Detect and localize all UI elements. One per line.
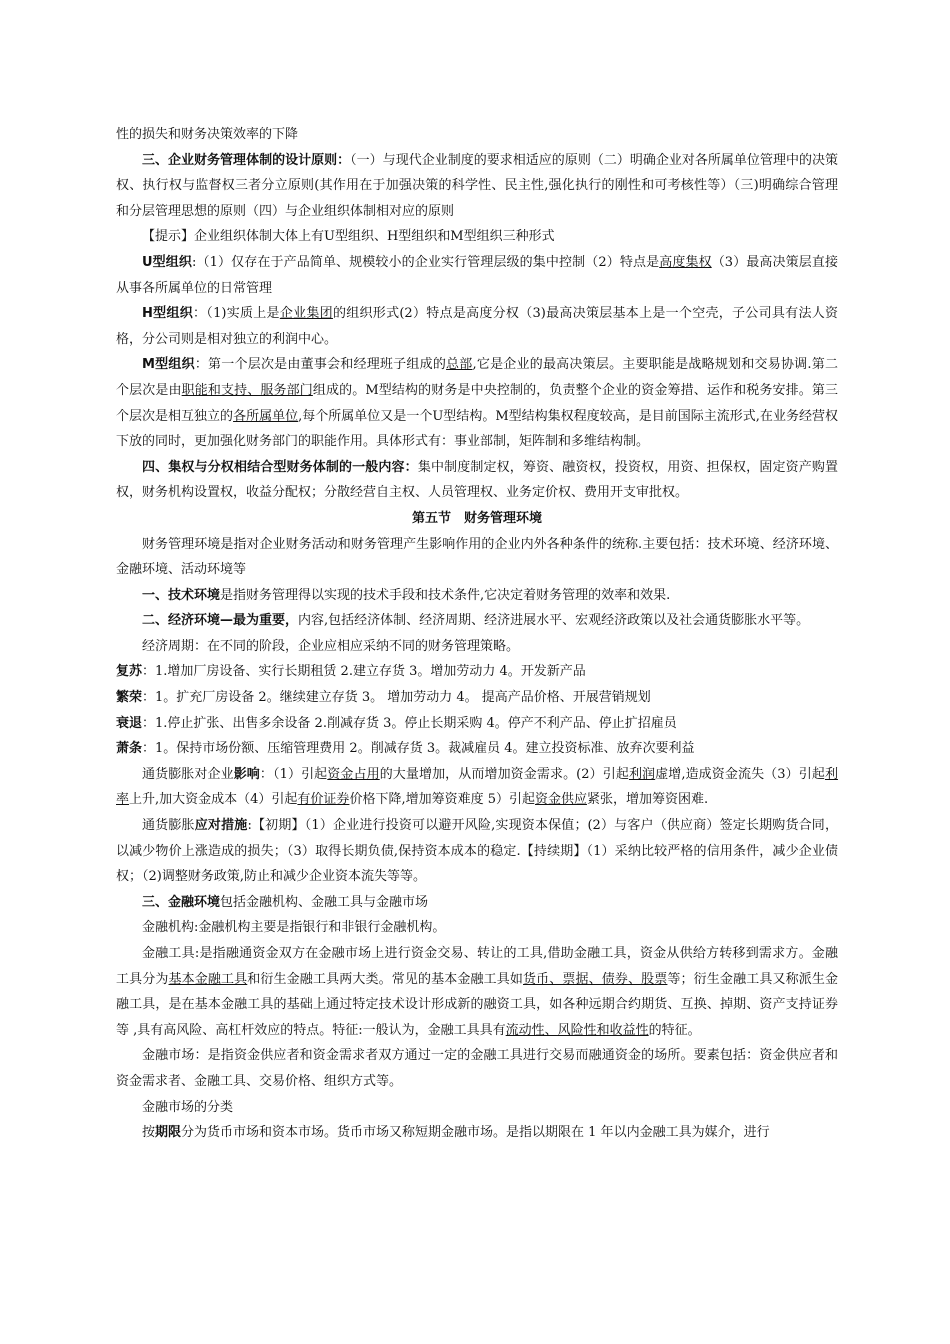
paragraph-econ-env — [116, 608, 838, 634]
h-org-underline-1: 企业集团 — [279, 306, 333, 322]
paragraph-centralization — [116, 455, 838, 506]
m-org-text-3: 组成的。M型结构的财务是中央控制的，负责整个企业的资金筹措、运作和税务安排。第三个层次是相互独立的 — [116, 382, 838, 424]
by-term-bold: 期限 — [155, 1125, 182, 1141]
cycle-depression — [116, 736, 838, 762]
paragraph-tip: 【提示】企业组织体制大体上有U型组织、H型组织和M型组织三种形式 — [142, 229, 555, 245]
paragraph-env-intro: 财务管理环境是指对企业财务活动和财务管理产生影响作用的企业内外各种条件的统称.主要包括：技术环境、经济环境、金融环境、活动环境等 — [116, 536, 838, 578]
cycle-prosperity — [116, 685, 838, 711]
paragraph-econ-cycle: 经济周期：在不同的阶段，企业应相应采纳不同的财务管理策略。 — [142, 638, 520, 654]
tech-env-text: 是指财务管理得以实现的技术手段和技术条件,它决定着财务管理的效率和效果. — [220, 587, 671, 603]
fin-instruments-u2: 货币、票据、债券、股票 — [523, 971, 668, 987]
cycle-label: 繁荣 — [116, 690, 143, 706]
by-term-pre: 按 — [142, 1125, 156, 1141]
u-org-text-2: （3）最高决策层直接从事各所属单位的日常管理 — [116, 254, 838, 296]
inflation-impact-u1: 资金占用 — [327, 766, 380, 782]
paragraph-fin-market: 金融市场：是指资金供应者和资金需求者双方通过一定的金融工具进行交易而融通资金的场所。要素包括：资金供应者和资金需求者、金融工具、交易价格、组织方式等。 — [116, 1048, 838, 1089]
heading-econ-env: 二、经济环境—最为重要， — [142, 613, 299, 629]
inflation-impact-t6: 紧张，增加筹资困难. — [587, 792, 709, 808]
m-org-text-2: ,它是企业的最高决策层。主要职能是战略规划和交易协调.第二个层次是由 — [116, 357, 838, 398]
inflation-impact-pre: 通货膨胀对企业 — [142, 766, 234, 782]
h-org-text-2: 的组织形式(2）特点是高度分权（3)最高决策层基本上是一个空壳，子公司具有法人资格，分公司则是相对独立的利润中心。 — [116, 306, 839, 347]
paragraph-inflation-impact — [116, 762, 838, 813]
paragraph-continuation: 性的损失和财务决策效率的下降 — [116, 127, 299, 142]
cycle-recession — [116, 711, 838, 737]
cycle-label: 复苏 — [116, 664, 143, 680]
cycle-recovery — [116, 659, 838, 685]
cycle-text: ：1。扩充厂房设备 2。继续建立存货 3。 增加劳动力 4。 提高产品价格、开展营销规划 — [142, 690, 651, 706]
fin-instruments-t1: 金融工具:是指融通资金双方在金融市场上进行资金交易、转让的工具,借助金融工具，资金从供给方转移到需求方。金融工具分为 — [116, 946, 838, 987]
inflation-impact-t5: 价格下降,增加筹资难度 5）引起 — [349, 792, 535, 808]
inflation-impact-t4: 上升,加大资金成本（4）引起 — [129, 792, 298, 808]
cycle-text: ：1。保持市场份额、压缩管理费用 2。削减存货 3。裁减雇员 4。建立投资标准、放弃次要利益 — [142, 741, 695, 757]
term-h-org: H型组织 — [142, 306, 194, 322]
m-org-underline-2: 职能和支持、服务部门 — [181, 382, 313, 398]
inflation-measures-text: :【初期】（1）企业进行投资可以避开风险,实现资本保值；(2）与客户（供应商）签定长期购货合同，以减少物价上涨造成的损失；（3）取得长期负债,保持资本成本的稳定.【持续期】（1）采纳比较严格的信用条件，减少企业债权；（2)调整财务政策,防止和减少企业资本流失等等。 — [116, 818, 838, 885]
inflation-impact-u2: 利润 — [628, 766, 656, 782]
term-m-org: M型组织 — [142, 357, 195, 373]
heading-design-principles: 三、企业财务管理体制的设计原则： — [142, 152, 351, 168]
inflation-impact-t3: 虚增,造成资金流失（3）引起 — [655, 766, 825, 782]
m-org-text-1: ：第一个层次是由董事会和经理班子组成的 — [194, 357, 447, 373]
fin-instruments-u1: 基本金融工具 — [168, 971, 248, 987]
fin-instruments-t2: 和衍生金融工具两大类。常见的基本金融工具如 — [247, 971, 523, 987]
paragraph-fin-institutions: 金融机构:金融机构主要是指银行和非银行金融机构。 — [142, 920, 446, 936]
finance-env-text: 包括金融机构、金融工具与金融市场 — [220, 894, 429, 910]
paragraph-design-principles — [116, 148, 838, 225]
heading-centralization: 四、集权与分权相结合型财务体制的一般内容： — [142, 459, 418, 475]
u-org-text-1: :（1）仅存在于产品简单、规模较小的企业实行管理层级的集中控制（2）特点是 — [192, 254, 660, 270]
heading-tech-env: 一、技术环境 — [142, 587, 221, 603]
econ-env-text: 内容,包括经济体制、经济周期、经济进展水平、宏观经济政策以及社会通货膨胀水平等。 — [298, 613, 810, 629]
centralization-text: 集中制度制定权，筹资、融资权，投资权，用资、担保权，固定资产购置权，财务机构设置权，收益分配权；分散经营自主权、人员管理权、业务定价权、费用开支审批权。 — [116, 459, 838, 501]
paragraph-inflation-measures — [116, 813, 838, 890]
heading-finance-env: 三、金融环境 — [142, 894, 221, 910]
inflation-impact-u5: 资金供应 — [534, 792, 587, 808]
inflation-impact-t1: ：（1）引起 — [259, 766, 328, 782]
cycle-label: 衰退 — [116, 715, 143, 731]
paragraph-tech-env — [116, 583, 838, 609]
paragraph-m-org — [116, 352, 838, 454]
by-term-text: 分为货币市场和资本市场。货币市场又称短期金融市场。是指以期限在 1 年以内金融工具为媒介，进行 — [181, 1125, 770, 1141]
paragraph-market-classification: 金融市场的分类 — [142, 1099, 234, 1115]
document-page — [116, 122, 838, 1146]
inflation-impact-u3: 利率 — [116, 766, 838, 808]
m-org-text-4: ,每个所属单位又是一个U型结构。M型结构集权程度较高，是目前国际主流形式,在业务经营权下放的同时，更加强化财务部门的职能作用。具体形式有：事业部制，矩阵制和多维结构制。 — [116, 408, 838, 450]
cycle-label: 萧条 — [116, 741, 143, 757]
inflation-impact-u4: 有价证券 — [297, 792, 350, 808]
inflation-impact-bold: 影响 — [233, 766, 260, 782]
term-u-org: U型组织 — [142, 254, 193, 270]
fin-instruments-u3: 流动性、风险性和收益性 — [505, 1022, 649, 1038]
fin-instruments-t4: 的特征。 — [648, 1022, 701, 1038]
inflation-impact-t2: 的大量增加，从而增加资金需求。(2）引起 — [379, 766, 629, 782]
m-org-underline-3: 各所属单位 — [233, 408, 299, 424]
inflation-measures-bold: 应对措施 — [194, 818, 248, 834]
paragraph-fin-instruments — [116, 941, 838, 1043]
fin-instruments-t3: 等；衍生金融工具又称派生金融工具，是在基本金融工具的基础上通过特定技术设计形成新的融资工具，如各种远期合约期货、互换、掉期、资产支持证券等 ,具有高风险、高杠杆效应的特点。特征:一般认为，金融工具具有 — [116, 971, 838, 1038]
inflation-measures-pre: 通货膨胀 — [142, 818, 195, 834]
paragraph-finance-env — [116, 890, 838, 916]
u-org-underline-1: 高度集权 — [659, 254, 712, 270]
paragraph-by-term — [116, 1120, 838, 1146]
design-principles-text: （一）与现代企业制度的要求相适应的原则（二）明确企业对各所属单位管理中的决策权、执行权与监督权三者分立原则(其作用在于加强决策的科学性、民主性,强化执行的刚性和可考核性等）（三)明确综合管理和分层管理思想的原则（四）与企业组织体制相对应的原则 — [116, 152, 838, 219]
h-org-text-1: ：（1)实质上是 — [193, 306, 280, 322]
m-org-underline-1: 总部 — [446, 357, 473, 373]
paragraph-u-org — [116, 250, 838, 301]
cycle-text: ：1.停止扩张、出售多余设备 2.削减存货 3。停止长期采购 4。停产不利产品、停止扩招雇员 — [142, 715, 677, 731]
section-title: 第五节 财务管理环境 — [411, 510, 542, 526]
cycle-text: ：1.增加厂房设备、实行长期租赁 2.建立存货 3。增加劳动力 4。开发新产品 — [142, 664, 586, 680]
paragraph-h-org — [116, 301, 838, 352]
